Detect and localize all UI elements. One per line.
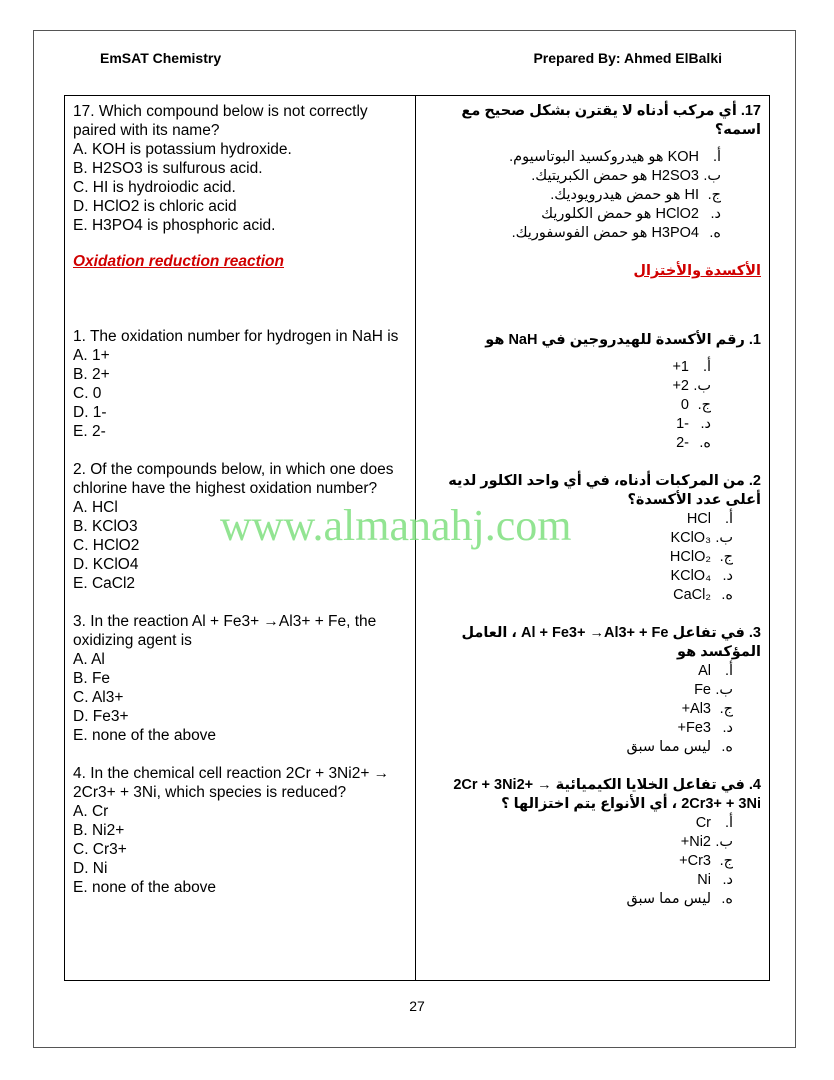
option-a: A. HCl bbox=[73, 499, 118, 516]
header-subject: EmSAT Chemistry bbox=[100, 50, 222, 66]
question-text: 17. أي مركب أدناه لا يقترن بشكل صحيح مع اسمه؟ bbox=[461, 103, 761, 138]
section-title-ar: الأكسدة والأختزال bbox=[633, 263, 761, 279]
option-e: E. CaCl2 bbox=[73, 575, 136, 592]
option-c: C. Al3+ bbox=[73, 689, 124, 706]
options-list bbox=[424, 148, 761, 243]
option-text: KOH هو هيدروكسيد البوتاسيوم. bbox=[509, 149, 699, 165]
option-d bbox=[424, 567, 733, 586]
option-letter: ج. bbox=[719, 701, 733, 717]
option-text: Fe bbox=[694, 682, 711, 698]
option-b bbox=[424, 681, 733, 700]
option-text: Ni2+ bbox=[680, 834, 711, 850]
option-text: ليس مما سبق bbox=[626, 739, 711, 755]
question-text: 3. In the reaction Al + Fe3+ →Al3+ + Fe, the oxidizing agent is bbox=[73, 613, 377, 649]
option-a: A. KOH is potassium hydroxide. bbox=[73, 141, 292, 158]
option-e: E. none of the above bbox=[73, 879, 217, 896]
question-text: 3. في تفاعل Al + Fe3+ →Al3+ + Fe ، العامل المؤكسد هو bbox=[461, 625, 761, 660]
question-text: 2. من المركبات أدناه، في أي واحد الكلور لديه أعلى عدد الأكسدة؟ bbox=[448, 473, 761, 508]
option-c bbox=[424, 186, 721, 205]
question-text: 2. Of the compounds below, in which one does chlorine have the highest oxidation number? bbox=[73, 461, 394, 497]
option-d: D. KClO4 bbox=[73, 556, 139, 573]
option-c bbox=[424, 852, 733, 871]
option-b bbox=[424, 167, 721, 186]
question-1-en bbox=[73, 327, 407, 441]
option-e bbox=[424, 738, 733, 757]
option-d: D. HClO2 is chloric acid bbox=[73, 198, 237, 215]
option-letter: ه. bbox=[721, 891, 733, 907]
section-title-en: Oxidation reduction reaction bbox=[73, 253, 284, 270]
option-letter: ب. bbox=[703, 168, 721, 184]
option-text: Cr3+ bbox=[679, 853, 711, 869]
option-d: D. 1- bbox=[73, 404, 107, 421]
option-text: 1+ bbox=[672, 359, 689, 375]
option-letter: د. bbox=[722, 872, 733, 888]
watermark: www.almanahj.com bbox=[220, 501, 572, 550]
page-number: 27 bbox=[409, 998, 425, 1014]
option-letter: د. bbox=[710, 206, 721, 222]
option-letter: أ. bbox=[702, 359, 711, 375]
option-text: 2+ bbox=[672, 378, 689, 394]
options-list bbox=[424, 814, 761, 909]
option-text: -1 bbox=[676, 416, 689, 432]
option-a bbox=[424, 662, 733, 681]
option-letter: د. bbox=[722, 720, 733, 736]
option-d: D. Fe3+ bbox=[73, 708, 129, 725]
option-letter: ب. bbox=[715, 530, 733, 546]
option-b: B. H2SO3 is sulfurous acid. bbox=[73, 160, 263, 177]
question-text: 1. رقم الأكسدة للهيدروجين في NaH هو bbox=[485, 332, 761, 348]
option-text: HI هو حمض هيدرويوديك. bbox=[550, 187, 699, 203]
question-1-ar bbox=[424, 331, 761, 453]
option-b: B. KClO3 bbox=[73, 518, 138, 535]
options-list bbox=[424, 358, 761, 453]
option-text: Cr bbox=[695, 815, 711, 831]
options-list bbox=[424, 662, 761, 757]
option-d bbox=[424, 871, 733, 890]
question-3-ar bbox=[424, 624, 761, 757]
header-author: Prepared By: Ahmed ElBalki bbox=[533, 50, 722, 66]
option-e bbox=[424, 434, 711, 453]
option-c bbox=[424, 700, 733, 719]
option-text: H3PO4 هو حمض الفوسفوريك. bbox=[511, 225, 699, 241]
option-d: D. Ni bbox=[73, 860, 108, 877]
option-letter: ب. bbox=[715, 682, 733, 698]
option-letter: أ. bbox=[724, 511, 733, 527]
option-letter: ج. bbox=[719, 853, 733, 869]
option-text: KClO₃ bbox=[670, 530, 711, 546]
option-text: HCl bbox=[686, 511, 711, 527]
option-letter: ب. bbox=[715, 834, 733, 850]
option-b bbox=[424, 377, 711, 396]
option-letter: أ. bbox=[724, 815, 733, 831]
option-text: Al bbox=[698, 663, 711, 679]
option-letter: أ. bbox=[724, 663, 733, 679]
option-d bbox=[424, 205, 721, 224]
question-4-en bbox=[73, 764, 407, 897]
question-17-ar bbox=[424, 102, 761, 243]
option-text: CaCl₂ bbox=[673, 587, 711, 603]
option-text: H2SO3 هو حمض الكبريتيك. bbox=[531, 168, 699, 184]
option-b: B. Ni2+ bbox=[73, 822, 125, 839]
option-d bbox=[424, 415, 711, 434]
option-b: B. 2+ bbox=[73, 366, 110, 383]
option-c: C. HI is hydroiodic acid. bbox=[73, 179, 236, 196]
question-4-ar bbox=[424, 776, 761, 909]
option-e bbox=[424, 890, 733, 909]
option-letter: ه. bbox=[709, 225, 721, 241]
question-text: 4. في تفاعل الخلايا الكيميائية 2Cr + 3Ni2+ → 2Cr3+ + 3Ni ، أي الأنواع يتم اختزالها ؟ bbox=[453, 777, 761, 812]
option-text: -2 bbox=[676, 435, 689, 451]
option-letter: ج. bbox=[707, 187, 721, 203]
option-letter: ج. bbox=[697, 397, 711, 413]
option-e: E. H3PO4 is phosphoric acid. bbox=[73, 217, 276, 234]
option-text: Ni bbox=[697, 872, 711, 888]
option-letter: د. bbox=[722, 568, 733, 584]
option-a bbox=[424, 814, 733, 833]
question-text: 17. Which compound below is not correctly paired with its name? bbox=[73, 103, 368, 139]
option-letter: ج. bbox=[719, 549, 733, 565]
question-text: 4. In the chemical cell reaction 2Cr + 3Ni2+ → 2Cr3+ + 3Ni, which species is reduced? bbox=[73, 765, 390, 801]
option-a: A. Al bbox=[73, 651, 105, 668]
option-text: 0 bbox=[680, 397, 689, 413]
option-c bbox=[424, 396, 711, 415]
option-b: B. Fe bbox=[73, 670, 111, 687]
option-a bbox=[424, 358, 711, 377]
option-text: KClO₄ bbox=[670, 568, 711, 584]
option-b bbox=[424, 833, 733, 852]
option-text: Al3+ bbox=[681, 701, 711, 717]
option-text: ليس مما سبق bbox=[626, 891, 711, 907]
option-a: A. 1+ bbox=[73, 347, 110, 364]
option-a: A. Cr bbox=[73, 803, 109, 820]
option-e: E. 2- bbox=[73, 423, 106, 440]
option-letter: ب. bbox=[693, 378, 711, 394]
question-17-en bbox=[73, 102, 407, 235]
question-text: 1. The oxidation number for hydrogen in NaH is bbox=[73, 328, 399, 345]
option-text: Fe3+ bbox=[677, 720, 711, 736]
option-c: C. HClO2 bbox=[73, 537, 140, 554]
option-c: C. 0 bbox=[73, 385, 102, 402]
option-e: E. none of the above bbox=[73, 727, 217, 744]
option-d bbox=[424, 719, 733, 738]
option-letter: أ. bbox=[712, 149, 721, 165]
option-a bbox=[424, 148, 721, 167]
option-text: HClO2 هو حمض الكلوريك bbox=[541, 206, 699, 222]
option-e bbox=[424, 586, 733, 605]
option-text: HClO₂ bbox=[669, 549, 711, 565]
option-e bbox=[424, 224, 721, 243]
option-letter: د. bbox=[700, 416, 711, 432]
option-letter: ه. bbox=[721, 739, 733, 755]
option-letter: ه. bbox=[699, 435, 711, 451]
option-letter: ه. bbox=[721, 587, 733, 603]
question-3-en bbox=[73, 612, 407, 745]
option-c: C. Cr3+ bbox=[73, 841, 127, 858]
